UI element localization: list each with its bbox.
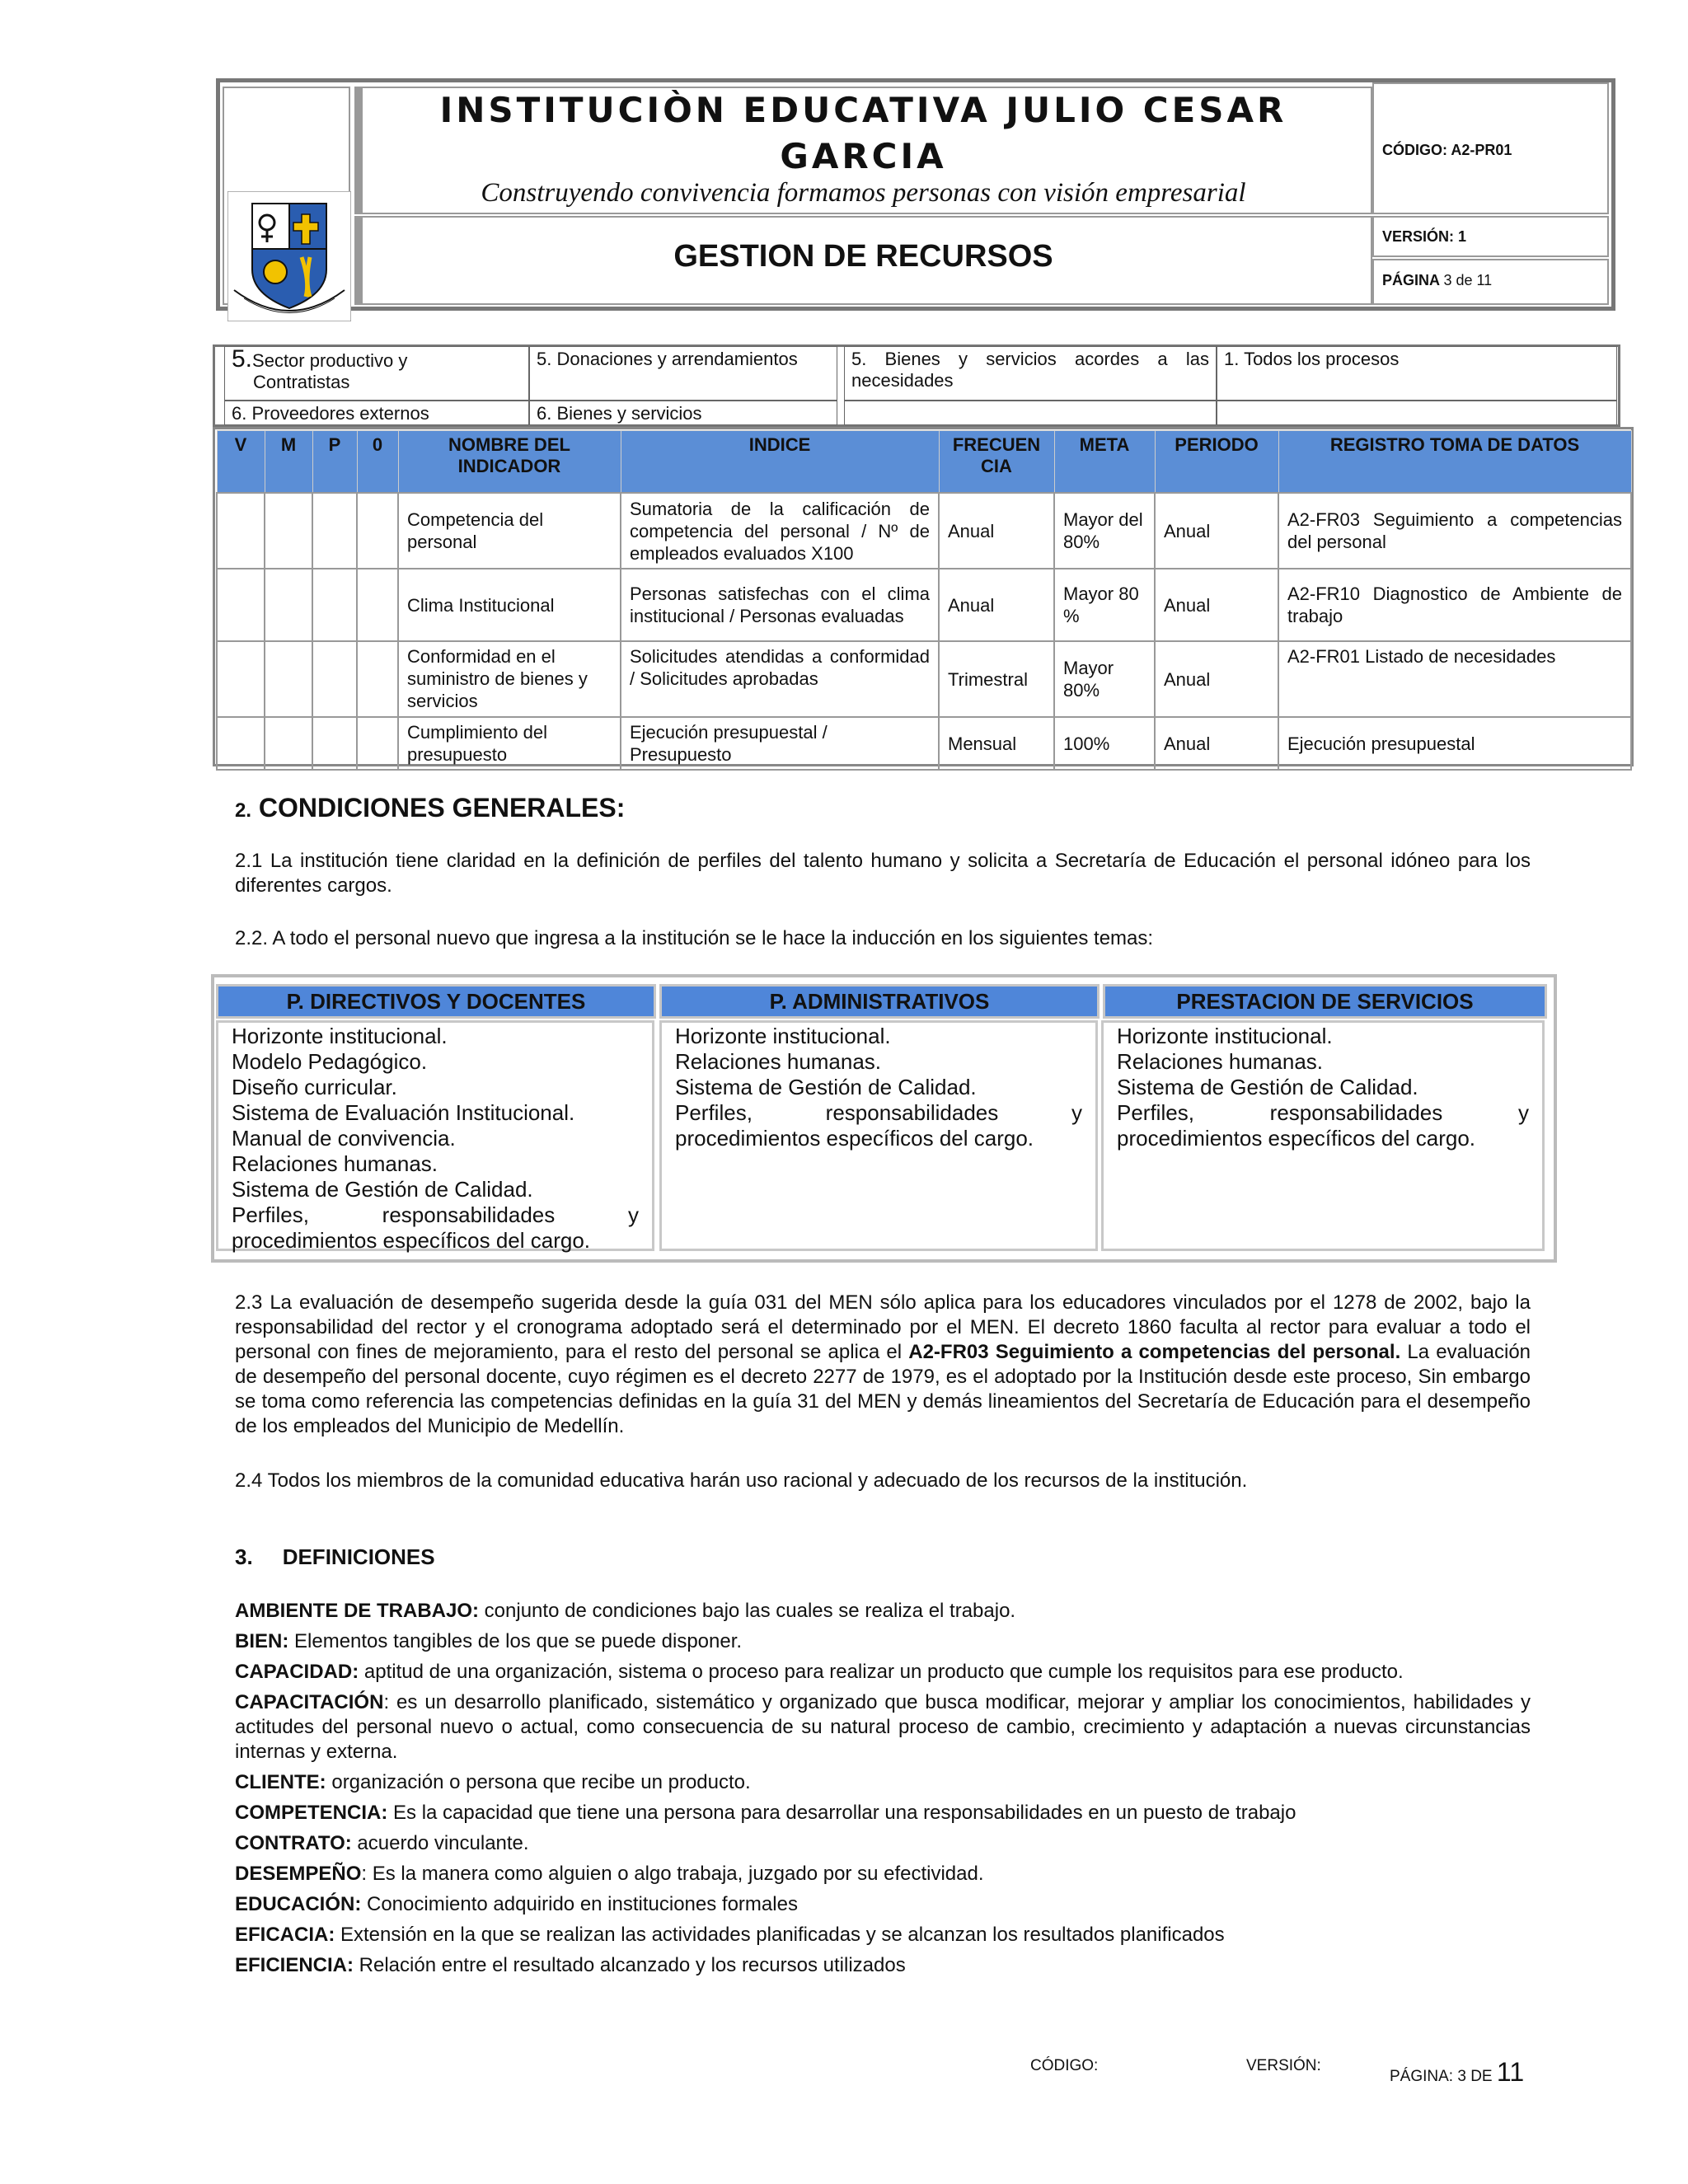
indicator-frequency: Trimestral — [939, 641, 1054, 717]
list-item: Modelo Pedagógico. — [232, 1049, 428, 1074]
col-header: REGISTRO TOMA DE DATOS — [1278, 431, 1631, 494]
definition-term: BIEN: — [235, 1630, 289, 1652]
table-row — [217, 641, 1631, 717]
section-title: DEFINICIONES — [282, 1544, 435, 1569]
col-header: 0 — [357, 431, 398, 494]
definition-item — [235, 1892, 1531, 1917]
check-cell — [312, 641, 357, 717]
definition-term: EDUCACIÓN: — [235, 1893, 362, 1915]
induction-col-directivos — [216, 1020, 654, 1251]
list-item: Sistema de Gestión de Calidad. — [675, 1075, 977, 1099]
paragraph-2-2: 2.2. A todo el personal nuevo que ingresa a la institución se le hace la inducción en los siguientes temas: — [235, 927, 1154, 949]
document-code: CÓDIGO: A2-PR01 — [1382, 142, 1512, 158]
stakeholder-cell: 6. Proveedores externos — [224, 401, 529, 425]
definition-item — [235, 1953, 1531, 1978]
institution-crest-icon — [227, 191, 351, 321]
definition-term: AMBIENTE DE TRABAJO: — [235, 1600, 480, 1622]
definition-term: CAPACITACIÓN — [235, 1691, 384, 1713]
check-cell — [217, 569, 265, 641]
section-number: 2. — [235, 799, 252, 822]
definition-item — [235, 1923, 1531, 1947]
p23-text-a: 2.3 La evaluación de desempeño sugerida desde la guía 031 del MEN sólo aplica para los educadores vinculados por el 1278 de 2002, bajo la responsabilidad del rector y el cronograma adoptado será el determinado por el MEN. El decreto 1860 faculta al rector para evaluar a todo el personal con fines de mejoramiento, para el resto del personal se aplica el — [235, 1291, 1531, 1363]
definition-item — [235, 1770, 1531, 1795]
indicator-name: Cumplimiento del presupuesto — [398, 717, 621, 770]
induction-header-directivos: P. DIRECTIVOS Y DOCENTES — [216, 984, 656, 1019]
definition-text: acuerdo vinculante. — [351, 1832, 529, 1854]
indicator-goal: Mayor 80 % — [1054, 569, 1155, 641]
induction-col-administrativos — [659, 1020, 1098, 1251]
indicator-frequency: Anual — [939, 493, 1054, 569]
definition-term: DESEMPEÑO — [235, 1863, 362, 1885]
indicator-period: Anual — [1155, 641, 1278, 717]
institution-motto: Construyendo convivencia formamos personas con visión empresarial — [481, 178, 1246, 208]
table-row — [217, 717, 1631, 770]
definitions-list — [235, 1599, 1531, 1984]
indicator-name: Competencia del personal — [398, 493, 621, 569]
indicator-goal: 100% — [1054, 717, 1155, 770]
definition-text: : Es la manera como alguien o algo trabaja, juzgado por su efectividad. — [361, 1863, 984, 1885]
definition-item — [235, 1629, 1531, 1654]
p23-text-b: La evaluación de desempeño del personal docente, cuyo régimen es el decreto 2277 de 1979, es el adoptado por la Institución desde este proceso, Sin embargo se toma como referencia las competencias definidas en la guía 31 del MEN y demás lineamientos del Secretaría de Educación para el desempeño de los empleados del Municipio de Medellín. — [235, 1341, 1531, 1437]
p23-form-ref: A2-FR03 Seguimiento a competencias del personal. — [908, 1341, 1401, 1363]
check-cell — [217, 493, 265, 569]
indicator-period: Anual — [1155, 569, 1278, 641]
induction-col-prestacion — [1101, 1020, 1545, 1251]
check-cell — [357, 641, 398, 717]
definition-item — [235, 1831, 1531, 1856]
indicator-record: A2-FR10 Diagnostico de Ambiente de trabajo — [1278, 569, 1631, 641]
list-item: Sistema de Gestión de Calidad. — [232, 1177, 533, 1202]
section-number: 3. — [235, 1544, 253, 1569]
list-item: Horizonte institucional. — [675, 1024, 891, 1048]
col-header: P — [312, 431, 357, 494]
indicator-period: Anual — [1155, 717, 1278, 770]
definition-item — [235, 1599, 1531, 1624]
col-header: META — [1054, 431, 1155, 494]
page-value: 3 de 11 — [1443, 272, 1493, 288]
list-item: Perfiles, responsabilidades y procedimientos específicos del cargo. — [232, 1202, 639, 1253]
indicator-record: A2-FR03 Seguimiento a competencias del personal — [1278, 493, 1631, 569]
col-header: INDICE — [621, 431, 939, 494]
list-item: Perfiles, responsabilidades y procedimientos específicos del cargo. — [675, 1100, 1082, 1151]
page-label: PÁGINA — [1382, 272, 1441, 288]
document-title: GESTION DE RECURSOS — [673, 239, 1053, 274]
indicator-goal: Mayor 80% — [1054, 641, 1155, 717]
section-2-heading — [235, 793, 625, 823]
definition-text: Relación entre el resultado alcanzado y los recursos utilizados — [354, 1954, 906, 1976]
stakeholder-cell — [1217, 401, 1617, 425]
indicator-name: Conformidad en el suministro de bienes y servicios — [398, 641, 621, 717]
institution-name: INSTITUCIÒN EDUCATIVA JULIO CESAR GARCIA — [439, 90, 1287, 176]
definition-item — [235, 1660, 1531, 1685]
stakeholder-cell: 5. Donaciones y arrendamientos — [529, 346, 837, 401]
definition-text: Conocimiento adquirido en instituciones formales — [361, 1893, 798, 1915]
definition-term: EFICACIA: — [235, 1924, 335, 1946]
check-cell — [312, 493, 357, 569]
footer-page-total: 11 — [1496, 2057, 1525, 2087]
definition-term: EFICIENCIA: — [235, 1954, 354, 1976]
definition-text: Extensión en la que se realizan las actividades planificadas y se alcanzan los resultados planificados — [335, 1924, 1225, 1946]
stakeholder-text: Sector productivo y — [252, 350, 408, 371]
list-item: Horizonte institucional. — [1117, 1024, 1333, 1048]
indicator-index: Personas satisfechas con el clima institucional / Personas evaluadas — [621, 569, 939, 641]
list-item: Diseño curricular. — [232, 1075, 397, 1099]
document-page — [1382, 272, 1492, 289]
check-cell — [357, 569, 398, 641]
indicator-index: Sumatoria de la calificación de competencia del personal / Nº de empleados evaluados X100 — [621, 493, 939, 569]
list-item: Manual de convivencia. — [232, 1126, 456, 1151]
col-header: FRECUEN CIA — [939, 431, 1054, 494]
list-item: Relaciones humanas. — [675, 1049, 882, 1074]
stakeholder-cell: 6. Bienes y servicios — [529, 401, 837, 425]
section-3-heading — [235, 1544, 435, 1570]
check-cell — [312, 717, 357, 770]
document-version: VERSIÓN: 1 — [1382, 228, 1467, 245]
section-title: CONDICIONES GENERALES: — [258, 793, 626, 823]
check-cell — [217, 717, 265, 770]
list-item: Sistema de Evaluación Institucional. — [232, 1100, 575, 1125]
footer-code: CÓDIGO: — [1030, 2057, 1099, 2074]
definition-text: organización o persona que recibe un producto. — [326, 1771, 751, 1793]
check-cell — [265, 717, 312, 770]
list-item: Sistema de Gestión de Calidad. — [1117, 1075, 1418, 1099]
check-cell — [265, 641, 312, 717]
footer-page — [1390, 2057, 1524, 2088]
indicator-name: Clima Institucional — [398, 569, 621, 641]
stakeholder-cell: 5. Bienes y servicios acordes a las necesidades — [844, 346, 1217, 401]
col-header: V — [217, 431, 265, 494]
indicator-index: Ejecución presupuestal / Presupuesto — [621, 717, 939, 770]
footer-version: VERSIÓN: — [1246, 2057, 1321, 2074]
list-item: Relaciones humanas. — [1117, 1049, 1324, 1074]
definition-item — [235, 1690, 1531, 1765]
definition-text: : es un desarrollo planificado, sistemático y organizado que busca modificar, mejorar y ampliar los conocimientos, habilidades y actitudes del personal nuevo o actual, como consecuencia de su natural proceso de cambio, crecimiento y adaptación a nuevas circunstancias internas y externa. — [235, 1691, 1531, 1763]
stakeholder-text-cont: Contratistas — [253, 372, 350, 392]
definition-term: COMPETENCIA: — [235, 1802, 388, 1824]
check-cell — [217, 641, 265, 717]
definition-term: CAPACIDAD: — [235, 1661, 359, 1683]
definition-text: conjunto de condiciones bajo las cuales se realiza el trabajo. — [479, 1600, 1016, 1622]
check-cell — [265, 493, 312, 569]
definition-term: CLIENTE: — [235, 1771, 326, 1793]
definition-term: CONTRATO: — [235, 1832, 352, 1854]
indicator-record: Ejecución presupuestal — [1278, 717, 1631, 770]
induction-header-prestacion: PRESTACION DE SERVICIOS — [1103, 984, 1547, 1019]
definition-text: aptitud de una organización, sistema o proceso para realizar un producto que cumple los requisitos para ese producto. — [359, 1661, 1404, 1683]
list-item: Relaciones humanas. — [232, 1151, 438, 1176]
indicators-table — [216, 430, 1632, 771]
check-cell — [357, 493, 398, 569]
paragraph-2-3 — [235, 1291, 1531, 1439]
table-row — [217, 569, 1631, 641]
col-header: NOMBRE DEL INDICADOR — [398, 431, 621, 494]
check-cell — [312, 569, 357, 641]
stakeholder-cell — [224, 346, 529, 401]
indicator-period: Anual — [1155, 493, 1278, 569]
check-cell — [357, 717, 398, 770]
definition-item — [235, 1862, 1531, 1886]
definition-item — [235, 1801, 1531, 1825]
indicator-frequency: Mensual — [939, 717, 1054, 770]
indicator-goal: Mayor del 80% — [1054, 493, 1155, 569]
list-item: Perfiles, responsabilidades y procedimientos específicos del cargo. — [1117, 1100, 1529, 1151]
stakeholder-cell — [844, 401, 1217, 425]
list-item: Horizonte institucional. — [232, 1024, 448, 1048]
col-header: PERIODO — [1155, 431, 1278, 494]
col-header: M — [265, 431, 312, 494]
table-row — [217, 493, 1631, 569]
stakeholder-cell: 1. Todos los procesos — [1217, 346, 1617, 401]
indicator-frequency: Anual — [939, 569, 1054, 641]
paragraph-2-4: 2.4 Todos los miembros de la comunidad educativa harán uso racional y adecuado de los recursos de la institución. — [235, 1469, 1248, 1492]
footer-page-prefix: PÁGINA: 3 DE — [1390, 2068, 1493, 2085]
indicator-record: A2-FR01 Listado de necesidades — [1278, 641, 1631, 717]
check-cell — [265, 569, 312, 641]
stakeholder-number: 5. — [232, 345, 253, 373]
indicator-index: Solicitudes atendidas a conformidad / Solicitudes aprobadas — [621, 641, 939, 717]
induction-header-administrativos: P. ADMINISTRATIVOS — [659, 984, 1100, 1019]
paragraph-2-1: 2.1 La institución tiene claridad en la definición de perfiles del talento humano y solicita a Secretaría de Educación el personal idóneo para los diferentes cargos. — [235, 850, 1531, 897]
definition-text: Es la capacidad que tiene una persona para desarrollar una responsabilidades en un puesto de trabajo — [387, 1802, 1296, 1824]
indicators-header-row — [217, 431, 1631, 494]
definition-text: Elementos tangibles de los que se puede disponer. — [288, 1630, 743, 1652]
